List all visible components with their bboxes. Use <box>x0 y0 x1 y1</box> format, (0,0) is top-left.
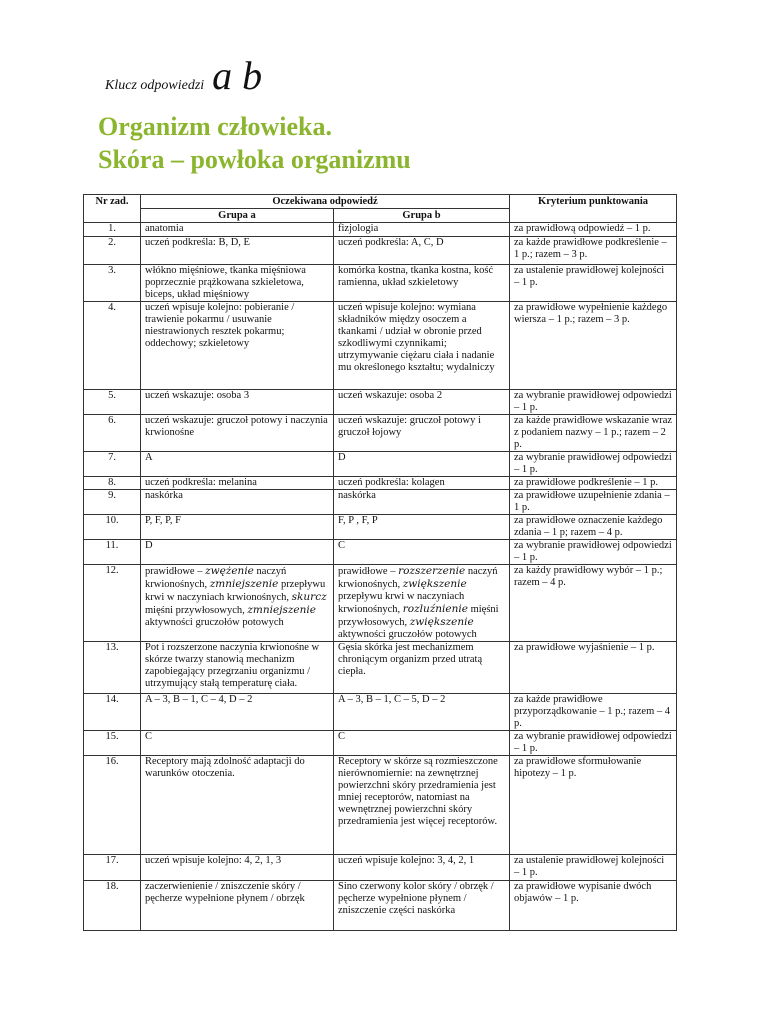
table-row <box>84 731 677 756</box>
answer-group-b: C <box>334 731 510 756</box>
scoring-criterion: za prawidłowe wypełnienie każdego wiersza – 1 p.; razem – 3 p. <box>510 302 677 390</box>
scoring-criterion: za każde prawidłowe wskazanie wraz z podaniem nazwy – 1 p.; razem – 2 p. <box>510 415 677 452</box>
answer-text: aktywności gruczołów potowych <box>145 617 284 628</box>
answer-text: przepływu krwi w naczyniach krwionośnych, <box>338 591 465 615</box>
table-row <box>84 565 677 642</box>
scoring-criterion: za każdy prawidłowy wybór – 1 p.; razem – 4 p. <box>510 565 677 642</box>
header-nr: Nr zad. <box>84 195 141 223</box>
answer-group-a: uczeń wpisuje kolejno: 4, 2, 1, 3 <box>141 855 334 881</box>
table-row <box>84 540 677 565</box>
emphasized-term: zwiększenie <box>402 578 467 590</box>
task-number: 3. <box>84 265 141 302</box>
answer-group-a <box>141 565 334 642</box>
scoring-criterion: za prawidłową odpowiedź – 1 p. <box>510 223 677 237</box>
answer-group-b: uczeń wpisuje kolejno: wymiana składników między osoczem a tkankami / udział w obronie przed szkodliwymi czynnikami; utrzymywanie ciężaru ciała i nadanie mu określonego kształtu; wydalniczy <box>334 302 510 390</box>
task-number: 17. <box>84 855 141 881</box>
scoring-criterion: za ustalenie prawidłowej kolejności – 1 p. <box>510 855 677 881</box>
table-row <box>84 452 677 477</box>
table-row <box>84 756 677 855</box>
task-number: 10. <box>84 515 141 540</box>
answer-group-a: uczeń wpisuje kolejno: pobieranie / trawienie pokarmu / usuwanie niestrawionych resztek pokarmu; oddechowy; szkieletowy <box>141 302 334 390</box>
answer-group-a: uczeń wskazuje: osoba 3 <box>141 390 334 415</box>
task-number: 9. <box>84 490 141 515</box>
answer-text: przepływu krwi w naczyniach krwionośnych, <box>145 579 326 603</box>
task-number: 2. <box>84 237 141 265</box>
scoring-criterion: za wybranie prawidłowej odpowiedzi – 1 p. <box>510 390 677 415</box>
answer-key-table <box>83 194 677 931</box>
answer-group-b: komórka kostna, tkanka kostna, kość ramienna, układ szkieletowy <box>334 265 510 302</box>
answer-group-a: zaczerwienienie / zniszczenie skóry / pęcherze wypełnione płynem / obrzęk <box>141 881 334 931</box>
answer-group-a: D <box>141 540 334 565</box>
task-number: 8. <box>84 477 141 490</box>
answer-text: prawidłowe – <box>338 566 399 577</box>
table-row <box>84 265 677 302</box>
task-number: 12. <box>84 565 141 642</box>
emphasized-term: zwężenie <box>205 565 254 577</box>
task-number: 5. <box>84 390 141 415</box>
answer-group-b: A – 3, B – 1, C – 5, D – 2 <box>334 694 510 731</box>
klucz-text: Klucz odpowiedzi <box>105 78 205 93</box>
answer-group-a: uczeń podkreśla: B, D, E <box>141 237 334 265</box>
table-row <box>84 642 677 694</box>
emphasized-term: rozluźnienie <box>402 603 468 615</box>
answer-group-a: naskórka <box>141 490 334 515</box>
answer-group-a: włókno mięśniowe, tkanka mięśniowa poprzecznie prążkowana szkieletowa, biceps, układ mięśniowy <box>141 265 334 302</box>
emphasized-term: zmniejszenie <box>209 578 279 590</box>
answer-group-a: Receptory mają zdolność adaptacji do warunków otoczenia. <box>141 756 334 855</box>
answer-group-b: Sino czerwony kolor skóry / obrzęk / pęcherze wypełnione płynem / zniszczenie części naskórka <box>334 881 510 931</box>
task-number: 11. <box>84 540 141 565</box>
scoring-criterion: za ustalenie prawidłowej kolejności – 1 p. <box>510 265 677 302</box>
answer-text: mięśni przywłosowych, <box>338 604 499 628</box>
task-number: 15. <box>84 731 141 756</box>
scoring-criterion: za prawidłowe uzupełnienie zdania – 1 p. <box>510 490 677 515</box>
answer-text: naczyń krwionośnych, <box>145 566 287 590</box>
emphasized-term: zmniejszenie <box>247 604 316 616</box>
answer-group-a: uczeń wskazuje: gruczoł potowy i naczynia krwionośne <box>141 415 334 452</box>
scoring-criterion: za prawidłowe wypisanie dwóch objawów – 1 p. <box>510 881 677 931</box>
header-expected: Oczekiwana odpowiedź <box>141 195 510 209</box>
table-row <box>84 515 677 540</box>
scoring-criterion: za prawidłowe oznaczenie każdego zdania – 1 p; razem – 4 p. <box>510 515 677 540</box>
title-line-1: Organizm człowieka. <box>98 112 332 141</box>
answer-group-b: Receptory w skórze są rozmieszczone nierównomiernie: na zewnętrznej powierzchni skóry przedramienia jest mniej receptorów, natomiast na wewnętrznej powierzchni skóry przedramienia jest więcej receptorów. <box>334 756 510 855</box>
answer-group-a: A – 3, B – 1, C – 4, D – 2 <box>141 694 334 731</box>
answer-group-b: uczeń wpisuje kolejno: 3, 4, 2, 1 <box>334 855 510 881</box>
answer-group-b: uczeń podkreśla: A, C, D <box>334 237 510 265</box>
answer-group-a: C <box>141 731 334 756</box>
table-row <box>84 302 677 390</box>
answer-group-a: A <box>141 452 334 477</box>
emphasized-term: zwiększenie <box>409 616 474 628</box>
answer-group-b: uczeń podkreśla: kolagen <box>334 477 510 490</box>
answer-group-b: D <box>334 452 510 477</box>
scoring-criterion: za wybranie prawidłowej odpowiedzi – 1 p. <box>510 731 677 756</box>
scoring-criterion: za wybranie prawidłowej odpowiedzi – 1 p. <box>510 452 677 477</box>
scoring-criterion: za prawidłowe podkreślenie – 1 p. <box>510 477 677 490</box>
table-row <box>84 237 677 265</box>
emphasized-term: skurcz <box>291 591 327 603</box>
task-number: 7. <box>84 452 141 477</box>
task-number: 1. <box>84 223 141 237</box>
groups-label: a b <box>212 53 263 98</box>
task-number: 4. <box>84 302 141 390</box>
table-row <box>84 415 677 452</box>
task-number: 13. <box>84 642 141 694</box>
table-row <box>84 694 677 731</box>
answer-group-b: Gęsia skórka jest mechanizmem chroniącym organizm przed utratą ciepła. <box>334 642 510 694</box>
header-group-a: Grupa a <box>141 209 334 223</box>
table-header-row <box>84 195 677 209</box>
emphasized-term: rozszerzenie <box>398 565 466 577</box>
answer-group-a: P, F, P, F <box>141 515 334 540</box>
page-title <box>98 110 411 176</box>
task-number: 14. <box>84 694 141 731</box>
table-row <box>84 477 677 490</box>
scoring-criterion: za prawidłowe sformułowanie hipotezy – 1 p. <box>510 756 677 855</box>
answer-group-a: uczeń podkreśla: melanina <box>141 477 334 490</box>
answer-group-b: fizjologia <box>334 223 510 237</box>
answer-group-b: uczeń wskazuje: gruczoł potowy i gruczoł łojowy <box>334 415 510 452</box>
answer-group-a: Pot i rozszerzone naczynia krwionośne w skórze twarzy stanowią mechanizm zapobiegający przegrzaniu organizmu / utrzymujący stałą temperaturę ciała. <box>141 642 334 694</box>
table-row <box>84 223 677 237</box>
scoring-criterion: za prawidłowe wyjaśnienie – 1 p. <box>510 642 677 694</box>
table-row <box>84 490 677 515</box>
answer-group-b <box>334 565 510 642</box>
answer-group-b: F, P , F, P <box>334 515 510 540</box>
task-number: 6. <box>84 415 141 452</box>
answer-group-b: C <box>334 540 510 565</box>
table-row <box>84 881 677 931</box>
answer-text: prawidłowe – <box>145 566 206 577</box>
answer-key-label <box>105 52 262 99</box>
answer-group-b: uczeń wskazuje: osoba 2 <box>334 390 510 415</box>
answer-text: naczyń krwionośnych, <box>338 566 498 590</box>
answer-text: mięśni przywłosowych, <box>145 605 248 616</box>
header-criterion: Kryterium punktowania <box>510 195 677 223</box>
scoring-criterion: za każde prawidłowe podkreślenie – 1 p.; razem – 3 p. <box>510 237 677 265</box>
table-row <box>84 390 677 415</box>
answer-text: aktywności gruczołów potowych <box>338 629 477 640</box>
title-line-2: Skóra – powłoka organizmu <box>98 145 411 174</box>
scoring-criterion: za każde prawidłowe przyporządkowanie – 1 p.; razem – 4 p. <box>510 694 677 731</box>
task-number: 16. <box>84 756 141 855</box>
answer-group-b: naskórka <box>334 490 510 515</box>
table-row <box>84 855 677 881</box>
answer-group-a: anatomia <box>141 223 334 237</box>
scoring-criterion: za wybranie prawidłowej odpowiedzi – 1 p. <box>510 540 677 565</box>
task-number: 18. <box>84 881 141 931</box>
header-group-b: Grupa b <box>334 209 510 223</box>
